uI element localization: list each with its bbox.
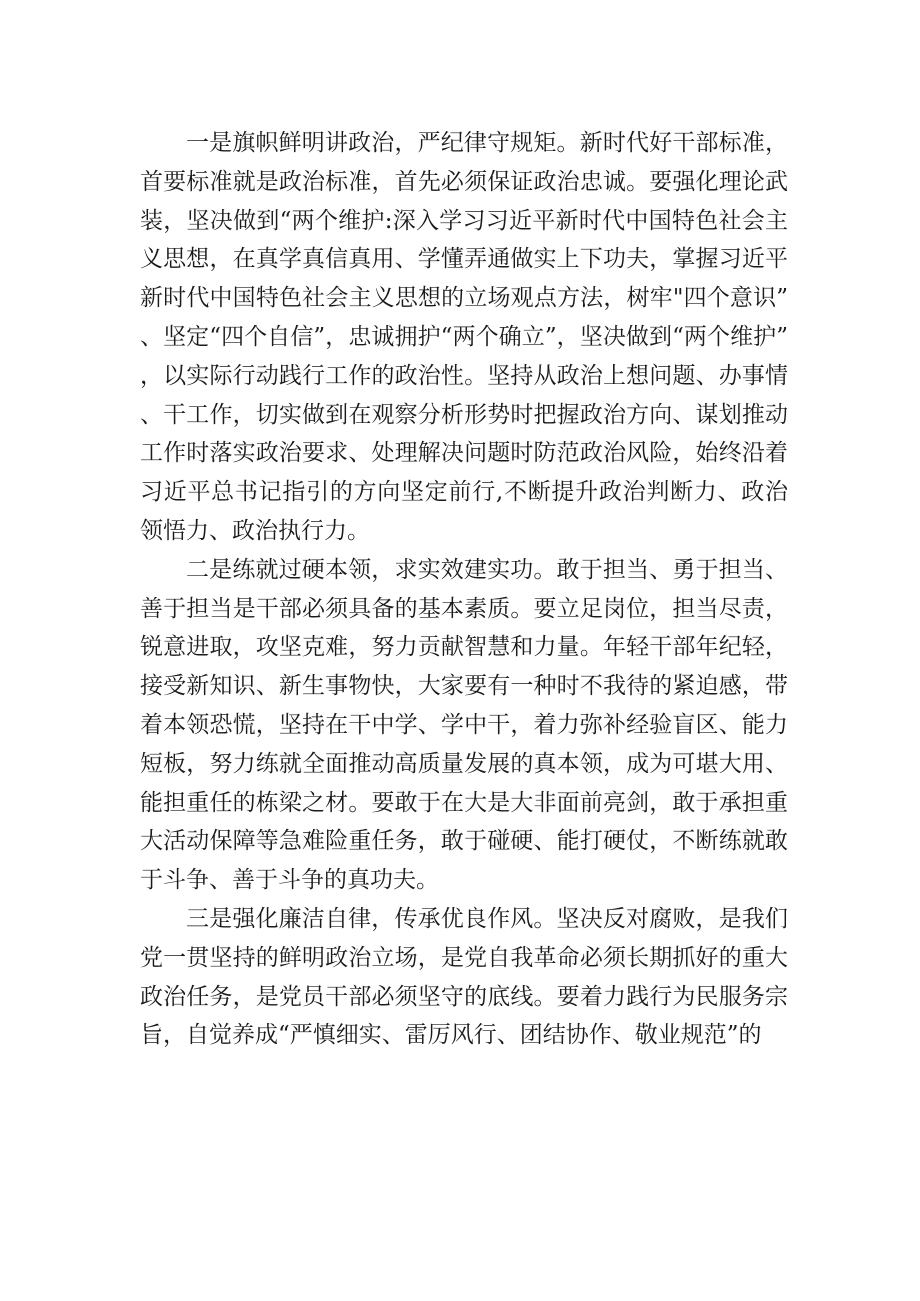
paragraph-two: 二是练就过硬本领，求实效建实功。敢于担当、勇于担当、善于担当是干部必须具备的基本素质。要立足岗位，担当尽责，锐意进取，攻坚克难，努力贡献智慧和力量。年轻干部年纪轻，接受新知识、新生事物快，大家要有一种时不我待的紧迫感，带着本领恐慌，坚持在干中学、学中干，着力弥补经验盲区、能力短板，努力练就全面推动高质量发展的真本领，成为可堪大用、能担重任的栋梁之材。要敢于在大是大非面前亮剑，敢于承担重大活动保障等急难险重任务，敢于碰硬、能打硬仗，不断练就敢于斗争、善于斗争的真功夫。 (140, 556, 788, 894)
paragraph-three: 三是强化廉洁自律，传承优良作风。坚决反对腐败，是我们党一贯坚持的鲜明政治立场，是党自我革命必须长期抓好的重大政治任务，是党员干部必须坚守的底线。要着力践行为民服务宗旨，自觉养成“严慎细实、雷厉风行、团结协作、敬业规范”的 (140, 905, 788, 1049)
document-body (140, 124, 788, 1055)
paragraph-one: 一是旗帜鲜明讲政治，严纪律守规矩。新时代好干部标准，首要标准就是政治标准，首先必须保证政治忠诚。要强化理论武装，坚决做到“两个维护:深入学习习近平新时代中国特色社会主义思想，在真学真信真用、学懂弄通做实上下功夫，掌握习近平新时代中国特色社会主义思想的立场观点方法，树牢"四个意识”、坚定“四个自信”，忠诚拥护“两个确立”，坚决做到“两个维护”，以实际行动践行工作的政治性。坚持从政治上想问题、办事情、干工作，切实做到在观察分析形势时把握政治方向、谋划推动工作时落实政治要求、处理解决问题时防范政治风险，始终沿着习近平总书记指引的方向坚定前行,不断提升政治判断力、政治领悟力、政治执行力。 (140, 130, 788, 544)
